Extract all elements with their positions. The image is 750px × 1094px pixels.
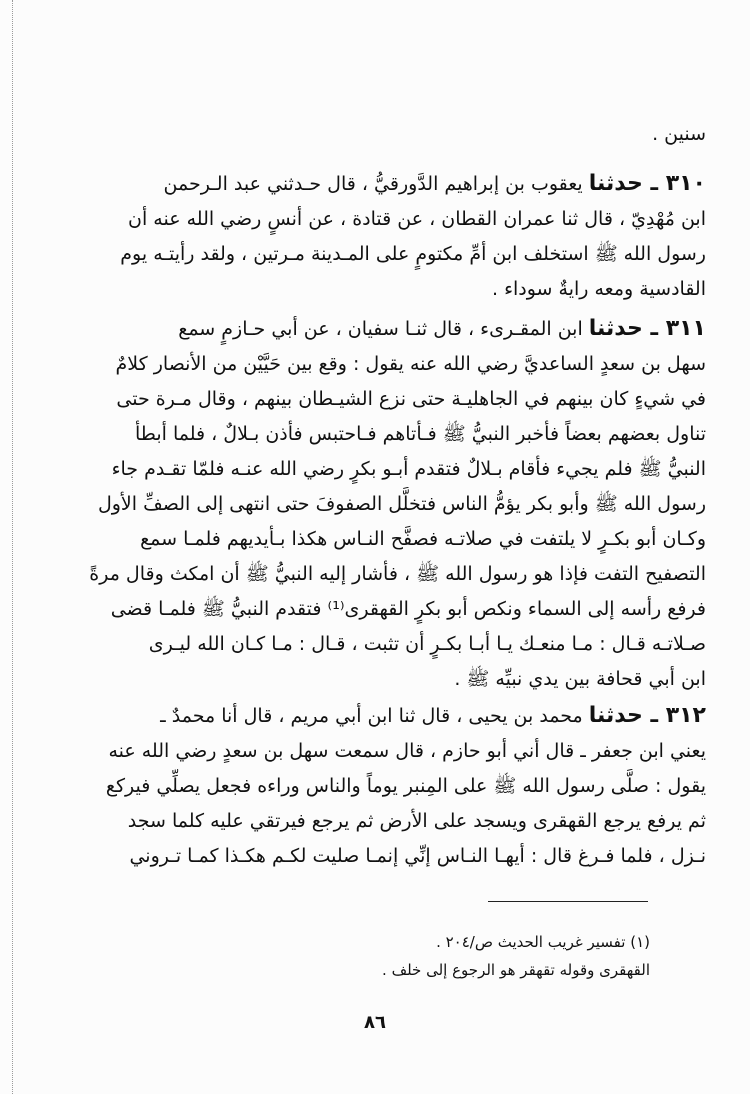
hadith-310-line-2: ابن مُهْدِيّ ، قال ثنا عمران القطان ، عن قتادة ، عن أنسٍ رضي الله عنه أن xyxy=(128,208,706,230)
hadith-312-line-2: يعني ابن جعفر ـ قال أني أبو حازم ، قال سمعت سهل بن سعدٍ رضي الله عنه xyxy=(108,740,706,762)
hadith-310-paragraph xyxy=(86,166,706,307)
intro-line: سنين . xyxy=(652,123,706,145)
hadith-311-line-8: التصفيح التفت فإذا هو رسول الله ﷺ ، فأشار إليه النبيُّ ﷺ أن امكث وقال مرةً xyxy=(89,563,706,585)
hadith-311-line-6: رسول الله ﷺ وأبو بكر يؤمُّ الناس فتخلَّل الصفوفَ حتى انتهى إلى الصفِّ الأول xyxy=(97,493,706,515)
hadith-311-line-3: في شيءٍ كان بينهم في الجاهليـة حتى نزع الشيـطان بينهم ، وقال مـرة حتى xyxy=(116,388,706,410)
hadith-312-line-5: نـزل ، فلما فـرغ قال : أيهـا النـاس إنِّي إنمـا صليت لكـم هكـذا كمـا تـروني xyxy=(129,845,706,867)
footnote-separator xyxy=(488,901,648,902)
hadith-312-line-3: يقول : صلَّى رسول الله ﷺ على المِنبر يوماً والناس وراءه فجعل يصلِّي فيركع xyxy=(105,775,706,797)
hadith-312-line-4: ثم يرفع يرجع القهقرى ويسجد على الأرض ثم يرجع فيرتقي عليه كلما سجد xyxy=(127,810,706,832)
hadith-310-line-1: ٣١٠ ـ حدثنا يعقوب بن إبراهيم الدَّورقيُّ ، قال حـدثني عبد الـرحمن xyxy=(163,171,706,196)
hadith-310-text-1: يعقوب بن إبراهيم الدَّورقيُّ ، قال حـدثني عبد الـرحمن xyxy=(163,173,583,195)
hadith-310-number: ٣١٠ xyxy=(665,171,706,196)
page-edge-dotted-line xyxy=(12,0,13,1094)
page-number: ٨٦ xyxy=(364,1012,386,1033)
hadith-310-line-4: القادسية ومعه رايةٌ سوداء . xyxy=(491,278,706,300)
hadith-311-paragraph xyxy=(86,311,706,697)
hadith-312-line-1: ٣١٢ ـ حدثنا محمد بن يحيى ، قال ثنا ابن أبي مريم ، قال أنا محمدٌ ـ xyxy=(160,703,706,728)
hadith-311-line-5: النبيُّ ﷺ فلم يجيء فأقام بـلالٌ فتقدم أبـو بكرٍ رضي الله عنـه فلمّا تقـدم جاء xyxy=(111,458,706,480)
hadith-311-line-11: ابن أبي قحافة بين يدي نبيِّه ﷺ . xyxy=(454,668,706,690)
hadith-310-heading: حدثنا xyxy=(588,171,643,196)
hadith-311-line-7: وكـان أبو بكـرٍ لا يلتفت في صلاتـه فصفَّح النـاس هكذا بـأيديهم فلمـا سمع xyxy=(140,528,706,550)
hadith-311-line-10: صـلاتـه قـال : مـا منعـك يـا أبـا بكـرٍ أن تثبت ، قـال : مـا كـان الله ليـرى xyxy=(148,633,706,655)
hadith-312-heading: حدثنا xyxy=(588,703,643,728)
footnote-1-continuation: القهقرى وقوله تقهقر هو الرجوع إلى خلف . xyxy=(382,961,650,979)
intro-paragraph xyxy=(86,117,706,152)
hadith-311-line-1: ٣١١ ـ حدثنا ابن المقـرىء ، قال ثنـا سفيان ، عن أبي حـازمٍ سمع xyxy=(178,316,706,341)
hadith-311-line-2: سهل بن سعدٍ الساعديَّ رضي الله عنه يقول : وقع بين حَيَّيْن من الأنصار كلامٌ xyxy=(115,353,706,375)
hadith-311-text-1: ابن المقـرىء ، قال ثنـا سفيان ، عن أبي حـازمٍ سمع xyxy=(178,318,583,340)
hadith-311-number: ٣١١ xyxy=(665,316,706,341)
hadith-311-heading: حدثنا xyxy=(588,316,643,341)
hadith-310-line-3: رسول الله ﷺ استخلف ابن أمِّ مكتومٍ على المـدينة مـرتين ، ولقد رأيتـه يوم xyxy=(120,243,706,265)
hadith-312-paragraph xyxy=(86,698,706,874)
hadith-311-line-4: تناول بعضهم بعضاً فأخبر النبيُّ ﷺ فـأتاهم فـاحتبس فأذن بـلالٌ ، فلما أبطأ xyxy=(134,423,706,445)
hadith-312-number: ٣١٢ xyxy=(665,703,706,728)
footnotes xyxy=(300,928,650,984)
footnote-1: (١) تفسير غريب الحديث ص/٢٠٤ . xyxy=(436,933,650,951)
hadith-312-text-1: محمد بن يحيى ، قال ثنا ابن أبي مريم ، قال أنا محمدٌ ـ xyxy=(160,705,583,727)
hadith-311-line-9: فرفع رأسه إلى السماء ونكص أبو بكرٍ القهقرى⁽¹⁾ فتقدم النبيُّ ﷺ فلمـا قضى xyxy=(110,598,706,620)
